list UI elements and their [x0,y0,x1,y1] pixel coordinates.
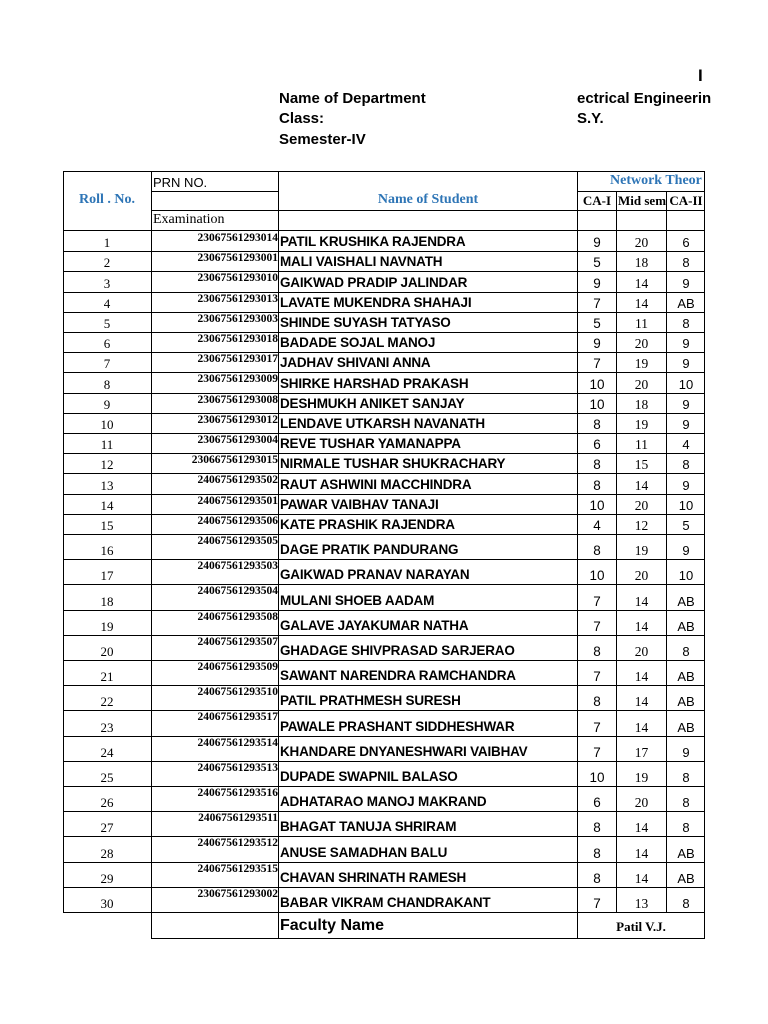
grid-line [63,473,705,474]
midsem-mark-cell: 14 [634,719,649,735]
grid-line [63,584,705,585]
department-label: Name of Department [279,90,426,107]
ca1-mark-cell: 10 [589,568,605,584]
prn-cell: 24067561293514 [197,736,278,749]
grid-line [63,352,705,353]
department-value: ectrical Engineerin [577,90,712,107]
grid-line [704,171,705,938]
ca1-mark-cell: 10 [589,376,605,392]
grid-line [63,811,705,812]
ca1-mark-cell: 8 [593,820,601,836]
grid-line [63,660,705,661]
ca1-mark-cell: 6 [593,795,601,811]
roll-no-cell: 29 [100,870,114,886]
ca2-mark-cell: 8 [682,316,690,331]
ca1-mark-cell: 7 [593,744,601,760]
roll-no-cell: 19 [100,618,114,634]
prn-cell: 23067561293013 [197,292,278,305]
ca1-mark-cell: 10 [589,396,605,412]
roll-no-cell: 11 [100,437,114,453]
midsem-mark-cell: 11 [635,437,648,453]
prn-cell: 24067561293501 [197,494,278,507]
ca2-mark-cell: 9 [682,356,690,372]
student-name-cell: KATE PRASHIK RAJENDRA [280,517,455,532]
roll-no-cell: 12 [100,457,114,473]
grid-line [63,887,705,888]
roll-no-cell: 22 [100,694,114,710]
student-name-cell: GHADAGE SHIVPRASAD SARJERAO [280,643,515,658]
midsem-mark-cell: 13 [634,896,649,911]
prn-cell: 23067561293009 [197,373,278,386]
student-name-cell: BABAR VIKRAM CHANDRAKANT [280,895,491,910]
ca2-mark-cell: 8 [682,255,690,271]
ca2-mark-cell: 9 [682,744,690,760]
grid-line [63,230,705,231]
grid-line [63,862,705,863]
student-name-cell: PATIL PRATHMESH SURESH [280,693,461,709]
midsem-mark-cell: 20 [634,235,649,251]
ca2-mark-cell: 9 [682,275,690,291]
student-name-cell: ADHATARAO MANOJ MAKRAND [280,794,487,810]
ca2-mark-cell: 8 [682,644,690,659]
grid-line [577,171,578,938]
midsem-mark-cell: 20 [634,644,649,659]
grid-line [151,191,278,192]
roll-no-cell: 26 [100,795,114,811]
roll-no-cell: 13 [100,477,114,493]
ca1-mark-cell: 8 [593,694,601,710]
examination-label: Examination [153,212,225,227]
grid-line [63,413,705,414]
ca1-mark-cell: 6 [593,437,601,453]
roll-no-cell: 7 [103,356,111,372]
student-name-cell: DAGE PRATIK PANDURANG [280,542,459,558]
faculty-name-label: Faculty Name [280,917,385,934]
ca1-mark-cell: 7 [593,618,601,634]
ca1-mark-cell: 9 [593,275,601,291]
ca2-mark-cell: 8 [682,795,690,811]
midsem-mark-cell: 12 [634,518,649,533]
grid-line [616,191,617,912]
ca1-mark-cell: 10 [589,770,605,785]
grid-line [63,786,705,787]
student-name-cell: RAUT ASHWINI MACCHINDRA [280,476,472,492]
prn-cell: 24067561293506 [197,514,278,527]
grid-line [63,912,705,913]
ca2-mark-cell: 10 [678,568,694,584]
ca1-mark-cell: 7 [593,593,601,609]
prn-cell: 24067561293515 [197,862,278,875]
prn-cell: 24067561293502 [197,474,278,487]
ca2-mark-cell: 9 [682,336,690,352]
midsem-mark-cell: 18 [634,255,649,271]
roll-no-cell: 23 [100,719,114,735]
ca1-mark-cell: 5 [593,316,601,331]
midsem-mark-cell: 15 [634,457,649,473]
student-name-cell: GALAVE JAYAKUMAR NATHA [280,617,469,633]
roll-no-cell: 10 [100,417,114,432]
student-name-cell: MALI VAISHALI NAVNATH [280,254,443,270]
prn-cell: 24067561293507 [197,635,278,648]
student-name-cell: PAWAR VAIBHAV TANAJI [280,496,439,512]
midsem-mark-cell: 14 [634,820,649,836]
midsem-mark-cell: 14 [634,669,649,685]
midsem-mark-cell: 19 [634,543,649,559]
ca1-mark-cell: 10 [589,497,605,513]
prn-cell: 23067561293017 [197,353,278,366]
ca2-mark-cell: 9 [682,396,690,412]
roll-no-cell: 16 [100,543,114,559]
prn-cell: 24067561293511 [198,812,278,825]
roll-no-cell: 14 [100,497,114,513]
prn-cell: 23067561293018 [197,333,278,345]
student-name-cell: CHAVAN SHRINATH RAMESH [280,869,467,885]
grid-line [63,710,705,711]
student-name-cell: REVE TUSHAR YAMANAPPA [280,436,461,452]
ca1-mark-cell: 5 [593,255,601,271]
grid-line [63,433,705,434]
ca1-mark-cell: 4 [593,518,601,533]
midsem-mark-cell: 14 [634,477,649,493]
roll-no-cell: 2 [103,255,111,271]
roll-no-cell: 3 [103,275,111,291]
grid-line [63,559,705,560]
grid-line [63,271,705,272]
ca2-mark-cell: 8 [682,896,690,911]
grid-line [151,938,705,939]
prn-cell: 23067561293010 [197,272,278,285]
midsem-mark-cell: 20 [634,795,649,811]
grid-line [63,453,705,454]
roll-no-cell: 21 [100,669,114,685]
ca2-mark-cell: 9 [682,417,690,432]
roll-no-cell: 4 [103,295,111,311]
semester-label: Semester-IV [279,131,366,148]
midsem-mark-cell: 14 [634,275,649,291]
ca1-mark-cell: 9 [593,336,601,352]
student-name-cell: LENDAVE UTKARSH NAVANATH [280,416,485,431]
student-name-cell: DUPADE SWAPNIL BALASO [280,769,458,784]
student-name-cell: GAIKWAD PRADIP JALINDAR [280,274,468,290]
grid-line [63,332,705,333]
ca1-mark-cell: 7 [593,719,601,735]
student-name-cell: LAVATE MUKENDRA SHAHAJI [280,294,472,310]
prn-cell: 24067561293508 [197,610,278,623]
grid-line [63,736,705,737]
name-of-student-header: Name of Student [377,192,479,207]
ca1-mark-cell: 8 [593,845,601,861]
grid-line [63,251,705,252]
prn-cell: 24067561293513 [197,761,278,774]
midsem-mark-cell: 17 [634,744,649,760]
student-name-cell: ANUSE SAMADHAN BALU [280,844,448,860]
faculty-name-value: Patil V.J. [616,919,666,934]
roll-no-header: Roll . No. [79,192,135,207]
prn-cell: 24067561293516 [197,787,278,799]
grid-line [63,171,64,912]
midsem-mark-cell: 20 [634,568,649,584]
ca1-mark-cell: 7 [593,896,601,911]
ca2-mark-cell: 9 [682,543,690,559]
prn-cell: 23067561293001 [197,252,278,265]
roll-no-cell: 8 [103,376,111,392]
midsem-mark-cell: 19 [634,417,649,432]
ca1-mark-cell: 7 [593,356,601,372]
grid-line [666,191,667,912]
ca1-mark-cell: 8 [593,870,601,886]
ca1-mark-cell: 8 [593,543,601,559]
ca2-mark-cell: 10 [678,376,694,392]
ca2-mark-cell: AB [677,870,695,886]
ca2-mark-cell: AB [677,593,695,609]
grid-line [63,761,705,762]
subject-header: Network Theor [610,173,702,188]
student-name-cell: SHINDE SUYASH TATYASO [280,315,451,330]
ca2-header: CA-II [669,193,703,208]
grid-line [63,393,705,394]
midsem-header: Mid sem [618,193,666,208]
ca2-mark-cell: 9 [682,477,690,493]
ca1-mark-cell: 8 [593,644,601,659]
student-name-cell: SHIRKE HARSHAD PRAKASH [280,375,469,391]
student-name-cell: BHAGAT TANUJA SHRIRAM [280,819,457,835]
ca2-mark-cell: AB [677,845,695,861]
prn-cell: 230667561293015 [191,454,278,467]
roll-no-cell: 25 [100,770,114,785]
grid-line [63,372,705,373]
ca2-mark-cell: AB [677,719,695,735]
grid-line [577,191,705,192]
ca1-mark-cell: 9 [593,235,601,251]
grid-line [151,210,705,211]
class-value: S.Y. [577,110,604,127]
student-name-cell: NIRMALE TUSHAR SHUKRACHARY [280,456,506,472]
prn-cell: 24067561293510 [197,686,278,699]
ca1-header: CA-I [582,193,612,208]
grid-line [278,171,279,938]
prn-cell: 24067561293503 [197,560,278,573]
ca2-mark-cell: AB [677,694,695,710]
prn-cell: 23067561293014 [197,232,278,244]
midsem-mark-cell: 11 [635,316,648,331]
roll-no-cell: 15 [100,518,114,533]
midsem-mark-cell: 20 [634,336,649,352]
prn-cell: 24067561293517 [197,711,278,724]
midsem-mark-cell: 19 [634,356,649,372]
prn-cell: 23067561293003 [197,312,278,325]
prn-cell: 23067561293004 [197,434,278,446]
ca1-mark-cell: 8 [593,457,601,473]
roll-no-cell: 1 [103,235,111,251]
roll-no-cell: 9 [103,396,111,412]
ca1-mark-cell: 8 [593,417,601,432]
prn-cell: 24067561293504 [197,585,278,598]
prn-cell: 23067561293008 [197,393,278,406]
roll-no-cell: 6 [103,336,111,352]
ca2-mark-cell: 4 [682,437,690,453]
ca1-mark-cell: 8 [593,477,601,493]
grid-line [151,171,152,938]
prn-cell: 24067561293505 [197,535,278,547]
student-name-cell: BADADE SOJAL MANOJ [280,335,436,351]
roll-no-cell: 17 [100,568,114,584]
ca2-mark-cell: AB [677,295,695,311]
prn-cell: 24067561293509 [197,661,278,673]
ca2-mark-cell: 8 [682,770,690,785]
grid-line [63,685,705,686]
roll-no-cell: 27 [100,820,114,836]
ca2-mark-cell: 6 [682,235,690,251]
midsem-mark-cell: 20 [634,376,649,392]
midsem-mark-cell: 14 [634,845,649,861]
midsem-mark-cell: 14 [634,694,649,710]
grid-line [63,836,705,837]
student-name-cell: MULANI SHOEB AADAM [280,592,435,608]
grid-line [63,635,705,636]
midsem-mark-cell: 14 [634,618,649,634]
roll-no-cell: 30 [100,896,114,911]
grid-line [63,312,705,313]
student-name-cell: PAWALE PRASHANT SIDDHESHWAR [280,718,515,734]
roll-no-cell: 28 [100,845,114,861]
student-name-cell: SAWANT NARENDRA RAMCHANDRA [280,668,516,684]
ca2-mark-cell: 10 [678,497,694,513]
grid-line [63,514,705,515]
midsem-mark-cell: 14 [634,593,649,609]
midsem-mark-cell: 14 [634,295,649,311]
ca2-mark-cell: AB [677,618,695,634]
roll-no-cell: 5 [103,316,111,331]
prn-cell: 23067561293002 [197,887,278,900]
midsem-mark-cell: 20 [634,497,649,513]
grid-line [63,494,705,495]
prn-cell: 24067561293512 [197,837,278,850]
student-name-cell: DESHMUKH ANIKET SANJAY [280,395,465,411]
student-name-cell: KHANDARE DNYANESHWARI VAIBHAV [280,743,528,759]
grid-line [63,610,705,611]
student-name-cell: JADHAV SHIVANI ANNA [280,355,431,371]
midsem-mark-cell: 18 [634,396,649,412]
roll-no-cell: 18 [100,593,114,609]
grid-line [63,292,705,293]
class-label: Class: [279,110,325,127]
midsem-mark-cell: 14 [634,870,649,886]
roll-no-cell: 24 [100,744,114,760]
grid-line [63,534,705,535]
prn-cell: 23067561293012 [197,413,278,426]
ca1-mark-cell: 7 [593,295,601,311]
roll-no-cell: 20 [100,644,114,659]
midsem-mark-cell: 19 [634,770,649,785]
corner-title-fragment: I [698,66,703,85]
student-name-cell: PATIL KRUSHIKA RAJENDRA [280,234,466,250]
ca1-mark-cell: 7 [593,669,601,685]
ca2-mark-cell: AB [677,669,695,685]
prn-header: PRN NO. [153,175,208,190]
grid-line [63,171,705,172]
student-name-cell: GAIKWAD PRANAV NARAYAN [280,567,470,583]
ca2-mark-cell: 5 [682,518,690,533]
ca2-mark-cell: 8 [682,457,690,473]
ca2-mark-cell: 8 [682,820,690,836]
